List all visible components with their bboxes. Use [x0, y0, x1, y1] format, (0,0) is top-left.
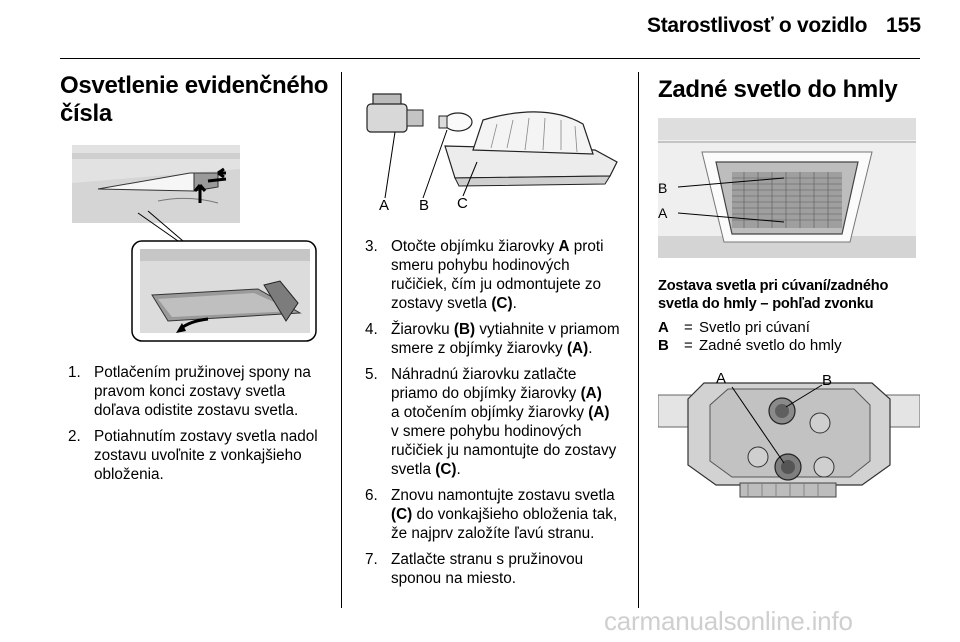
step-line: doľava odistite zostavu svetla.: [94, 402, 299, 419]
step-text: .: [588, 340, 593, 357]
step-number: 7.: [365, 551, 378, 568]
step-number: 6.: [365, 487, 378, 504]
step-text: vytiahnite v priamom: [475, 321, 620, 338]
page-number: 155: [886, 14, 922, 37]
license-plate-lamp-illustration: [68, 143, 326, 343]
step-line: [391, 237, 635, 256]
step-number: 1.: [68, 364, 81, 381]
step-text: do vonkajšieho obloženia tak,: [412, 506, 618, 523]
section-heading-license-plate-lamp: [60, 72, 330, 128]
step-line: [391, 403, 635, 422]
caption-line: svetla do hmly – pohľad zvonku: [658, 296, 874, 312]
step-text: proti: [569, 238, 604, 255]
running-header-title: Starostlivosť o vozidlo: [647, 14, 868, 37]
step-line: [391, 441, 635, 460]
step-text: svetla: [391, 461, 436, 478]
step-line: [391, 505, 635, 524]
step-text: .: [456, 461, 461, 478]
step-number: 4.: [365, 321, 378, 338]
step-line: [391, 339, 635, 358]
label-b: B: [822, 372, 833, 389]
step-line: [391, 275, 635, 294]
step-line: zostavu uvoľnite z vonkajšieho: [94, 447, 302, 464]
step-text: smeru pohybu hodinových: [391, 257, 570, 274]
steps-list-3-7: [365, 237, 635, 595]
step-line: [391, 320, 635, 339]
figure-caption: [658, 277, 928, 313]
legend-text: Zadné svetlo do hmly: [699, 337, 842, 354]
step-item: [365, 237, 635, 313]
step-item: [365, 320, 635, 358]
step-text: sponou na miesto.: [391, 570, 517, 587]
step-text: .: [512, 295, 517, 312]
bold-reference: (A): [566, 340, 589, 357]
label-b: B: [419, 197, 430, 214]
bold-reference: (A): [580, 385, 602, 402]
label-a: A: [658, 205, 668, 221]
step-number: 3.: [365, 238, 378, 255]
step-item: [365, 486, 635, 543]
fog-lamp-interior-illustration: [658, 365, 920, 507]
step-line: [391, 524, 635, 543]
bold-reference: (A): [588, 404, 610, 421]
step-item: [68, 363, 338, 420]
legend-row-b: [658, 337, 842, 355]
step-text: Žiarovku: [391, 321, 454, 338]
step-line: [391, 422, 635, 441]
label-a: A: [379, 197, 390, 214]
watermark: carmanualsonline.info: [604, 606, 853, 636]
step-line: [391, 294, 635, 313]
step-line: [391, 569, 635, 588]
label-a: A: [716, 370, 727, 387]
step-line: [391, 486, 635, 505]
column-divider-left: [341, 72, 342, 608]
step-text: Otočte objímku žiarovky: [391, 238, 559, 255]
legend-row-a: [658, 319, 810, 337]
step-text: a otočením objímky žiarovky: [391, 404, 589, 421]
step-line: obloženia.: [94, 466, 164, 483]
legend-text: Svetlo pri cúvaní: [699, 319, 810, 336]
step-text: že najprv založíte ľavú stranu.: [391, 525, 595, 542]
heading-line: Osvetlenie evidenčného: [60, 72, 329, 99]
step-text: Náhradnú žiarovku zatlačte: [391, 366, 577, 383]
step-item: [68, 427, 338, 484]
steps-list-1-2: [68, 363, 338, 491]
step-text: v smere pohybu hodinových: [391, 423, 582, 440]
fog-lamp-exterior-illustration: [658, 118, 916, 258]
step-line: [391, 365, 635, 384]
legend-equals: =: [684, 337, 693, 354]
bold-reference: (C): [491, 295, 513, 312]
step-item: [365, 550, 635, 588]
step-number: 2.: [68, 428, 81, 445]
step-line: [391, 460, 635, 479]
step-text: ručičiek, čím ju odmontujete zo: [391, 276, 601, 293]
step-line: Potlačením pružinovej spony na: [94, 364, 311, 381]
header-rule: [60, 58, 920, 59]
legend-key: B: [658, 337, 669, 354]
caption-line: Zostava svetla pri cúvaní/zadného: [658, 278, 889, 294]
step-text: zostavy svetla: [391, 295, 492, 312]
step-text: priamo do objímky žiarovky: [391, 385, 581, 402]
step-line: pravom konci zostavy svetla: [94, 383, 286, 400]
step-line: Potiahnutím zostavy svetla nadol: [94, 428, 318, 445]
step-text: Znovu namontujte zostavu svetla: [391, 487, 615, 504]
bold-reference: (C): [435, 461, 457, 478]
step-text: smere z objímky žiarovky: [391, 340, 567, 357]
bold-reference: A: [558, 238, 570, 255]
bold-reference: (B): [453, 321, 476, 338]
section-heading-rear-fog-lamp: Zadné svetlo do hmly: [658, 76, 898, 103]
legend-key: A: [658, 319, 669, 336]
step-item: [365, 365, 635, 479]
label-c: C: [457, 195, 468, 212]
column-divider-right: [638, 72, 639, 608]
step-line: [391, 550, 635, 569]
bold-reference: (C): [391, 506, 413, 523]
step-line: [391, 384, 635, 403]
step-number: 5.: [365, 366, 378, 383]
bulb-socket-illustration: [355, 80, 625, 215]
step-line: [391, 256, 635, 275]
step-text: ručičiek ju namontujte do zostavy: [391, 442, 617, 459]
step-text: Zatlačte stranu s pružinovou: [391, 551, 584, 568]
heading-line: čísla: [60, 100, 112, 127]
label-b: B: [658, 180, 668, 196]
legend-equals: =: [684, 319, 693, 336]
